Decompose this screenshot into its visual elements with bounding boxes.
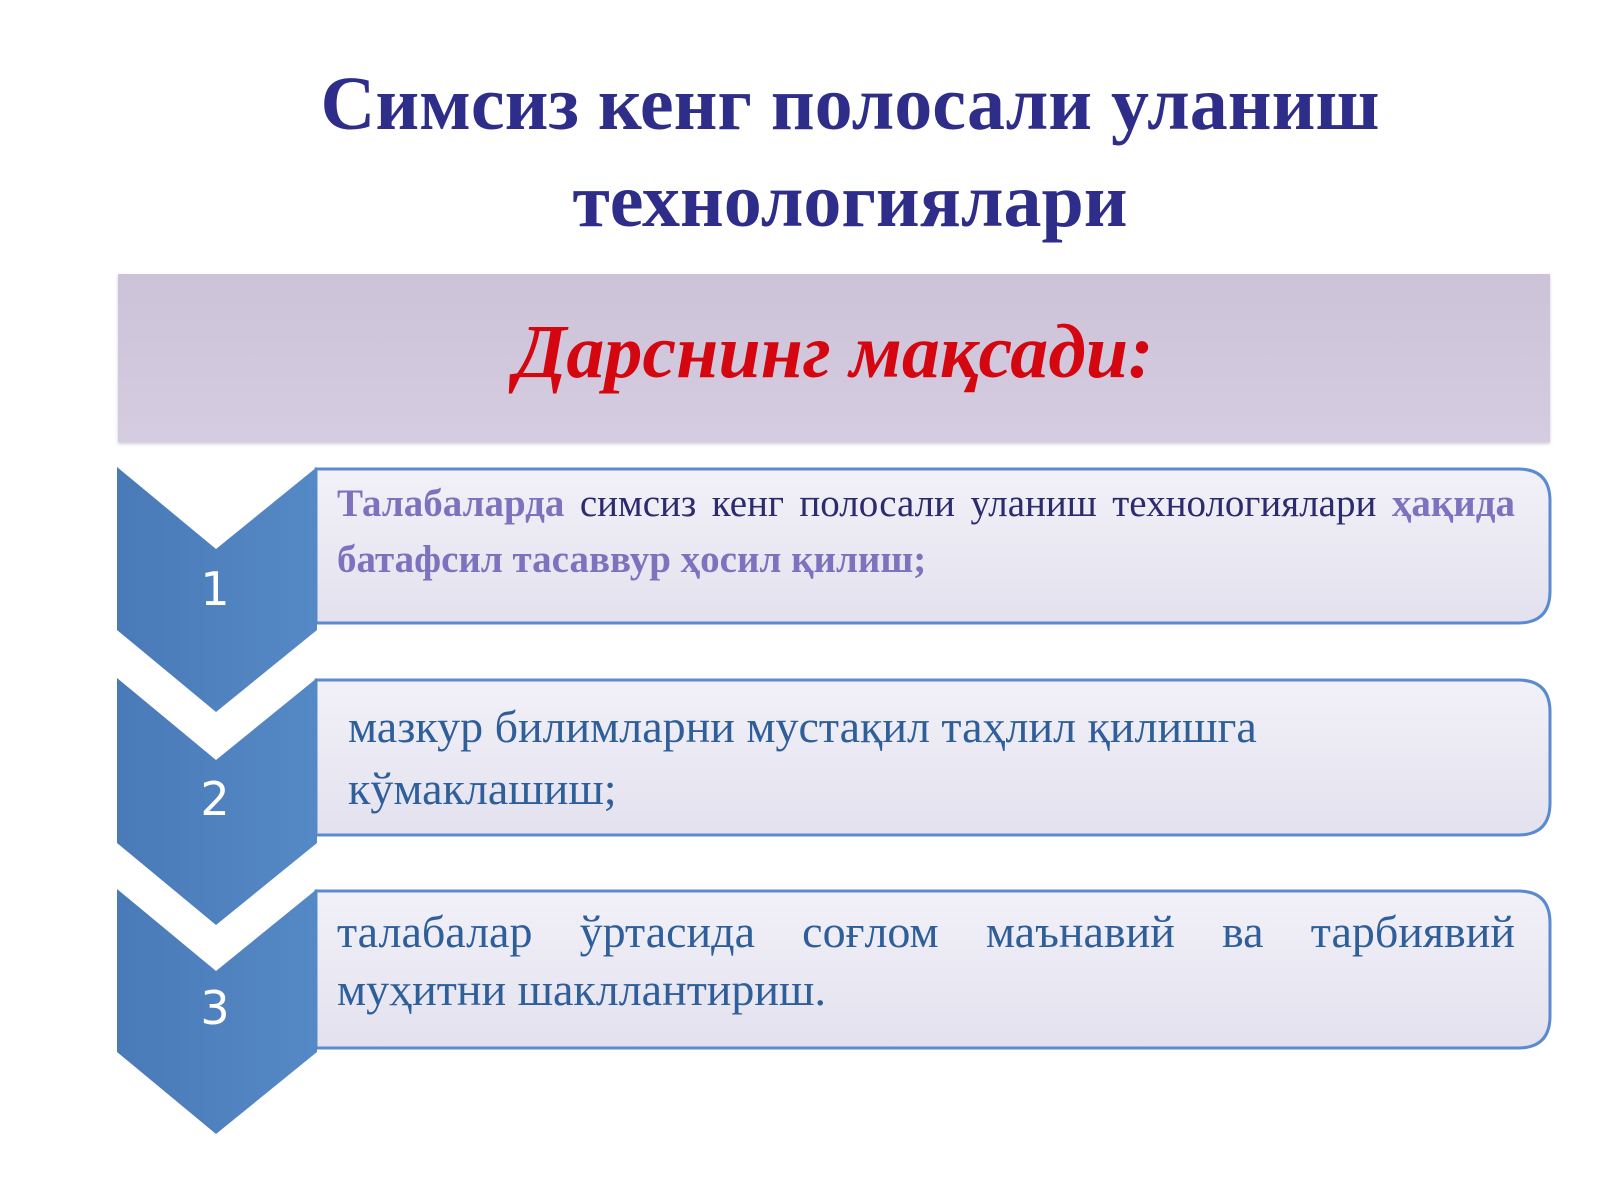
step-2-number: 2 xyxy=(200,772,230,826)
step-2-text: мазкур билимларни мустақил таҳлил қилишга кўмаклашиш; xyxy=(348,701,1257,814)
step-1-text xyxy=(337,476,1515,588)
step-1-text-highlight-start: Талабаларда xyxy=(337,482,565,525)
slide-title-line-1: Симсиз кенг полосали уланиш xyxy=(320,62,1380,146)
step-1-text-middle: симсиз кенг полосали уланиш технологиялари xyxy=(564,482,1392,525)
step-3-text: талабалар ўртасида соғлом маънавий ва тарбиявий муҳитни шакллантириш. xyxy=(337,906,1515,1015)
step-3-number: 3 xyxy=(200,981,230,1035)
step-1-number: 1 xyxy=(200,562,230,616)
slide-title-line-2: технологиялари xyxy=(572,159,1128,243)
step-1-text-highlight-end: ҳақида батафсил тасаввур ҳосил қилиш; xyxy=(337,482,1515,581)
lesson-goal-heading: Дарснинг мақсади: xyxy=(514,310,1154,394)
